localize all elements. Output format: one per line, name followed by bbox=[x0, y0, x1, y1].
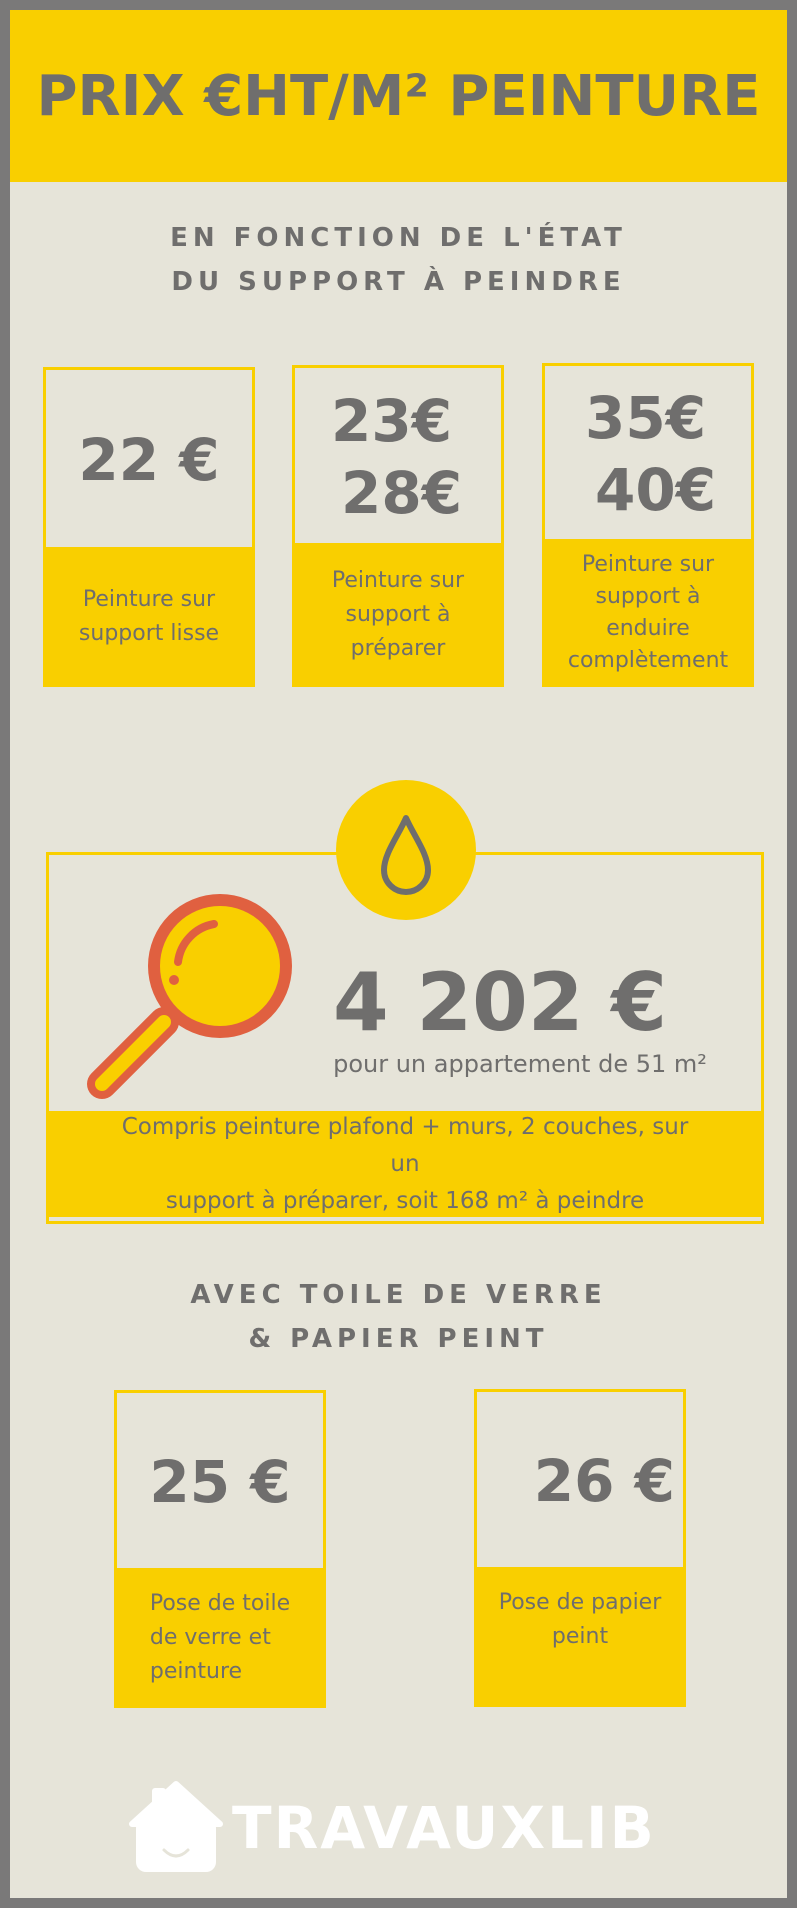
price-area bbox=[477, 1392, 683, 1570]
price-label-line: Peinture sur bbox=[331, 568, 465, 593]
price-label-line: support à bbox=[595, 584, 701, 609]
price-label bbox=[136, 1579, 304, 1697]
price-card-coat bbox=[542, 363, 754, 687]
price-label-line: peinture bbox=[149, 1659, 243, 1684]
price-label-line: support lisse bbox=[78, 621, 220, 646]
price-value-max: 28€ bbox=[341, 459, 463, 527]
label-band bbox=[292, 543, 504, 687]
price-card-smooth bbox=[43, 367, 255, 687]
price-value-max: 40€ bbox=[595, 456, 717, 524]
section-title-wallcovering bbox=[10, 1273, 787, 1361]
infographic bbox=[10, 10, 787, 1898]
section-title-line: AVEC TOILE DE VERRE bbox=[190, 1280, 607, 1310]
price-label-line: Peinture sur bbox=[581, 552, 715, 577]
price-label bbox=[558, 545, 738, 681]
paint-drop-icon bbox=[336, 780, 476, 920]
price-label-line: complètement bbox=[567, 648, 729, 673]
section-title-line: EN FONCTION DE L'ÉTAT bbox=[170, 223, 627, 253]
price-label-line: Pose de papier bbox=[498, 1590, 662, 1615]
example-note-line: support à préparer, soit 168 m² à peindre bbox=[165, 1187, 645, 1214]
price-label-line: peint bbox=[551, 1624, 609, 1649]
total-caption: pour un appartement de 51 m² bbox=[333, 1050, 707, 1078]
house-logo-icon bbox=[128, 1780, 224, 1876]
label-band bbox=[474, 1567, 686, 1707]
section-title-support bbox=[10, 216, 787, 304]
section-title-line: & PAPIER PEINT bbox=[248, 1324, 549, 1354]
price-label-line: de verre et bbox=[149, 1625, 271, 1650]
price-label bbox=[318, 556, 478, 674]
price-area bbox=[545, 366, 751, 542]
label-band bbox=[114, 1568, 326, 1708]
price-label-line: Peinture sur bbox=[82, 587, 216, 612]
price-card-prepare bbox=[292, 365, 504, 687]
price-label-line: enduire bbox=[606, 616, 690, 641]
price-value: 26 € bbox=[533, 1447, 675, 1515]
price-value-min: 35€ bbox=[585, 384, 707, 452]
price-label-line: support à bbox=[345, 602, 451, 627]
price-card-fiberglass bbox=[114, 1390, 326, 1708]
price-value-min: 23€ bbox=[331, 387, 453, 455]
price-value: 25 € bbox=[149, 1448, 291, 1516]
price-value: 22 € bbox=[78, 426, 220, 494]
price-card-wallpaper bbox=[474, 1389, 686, 1707]
price-area bbox=[295, 368, 501, 546]
magnifier-icon bbox=[74, 872, 314, 1112]
page-title: PRIX €HT/M² PEINTURE bbox=[36, 63, 761, 129]
total-price: 4 202 € bbox=[332, 956, 668, 1049]
label-band bbox=[43, 547, 255, 687]
example-note-line: Compris peinture plafond + murs, 2 couches, sur un bbox=[121, 1113, 689, 1177]
drop-badge bbox=[336, 780, 476, 920]
price-area bbox=[117, 1393, 323, 1571]
section-title-line: DU SUPPORT À PEINDRE bbox=[171, 267, 626, 297]
label-band bbox=[542, 539, 754, 687]
price-label bbox=[485, 1578, 676, 1662]
price-label-line: préparer bbox=[350, 636, 446, 661]
price-label bbox=[65, 575, 233, 659]
price-area bbox=[46, 370, 252, 550]
header-banner bbox=[10, 10, 787, 182]
price-label-line: Pose de toile bbox=[149, 1591, 291, 1616]
example-note bbox=[46, 1111, 764, 1217]
example-note-text bbox=[46, 1109, 764, 1220]
brand-name: TRAVAUXLIB bbox=[232, 1794, 656, 1862]
brand-footer bbox=[10, 1780, 787, 1880]
